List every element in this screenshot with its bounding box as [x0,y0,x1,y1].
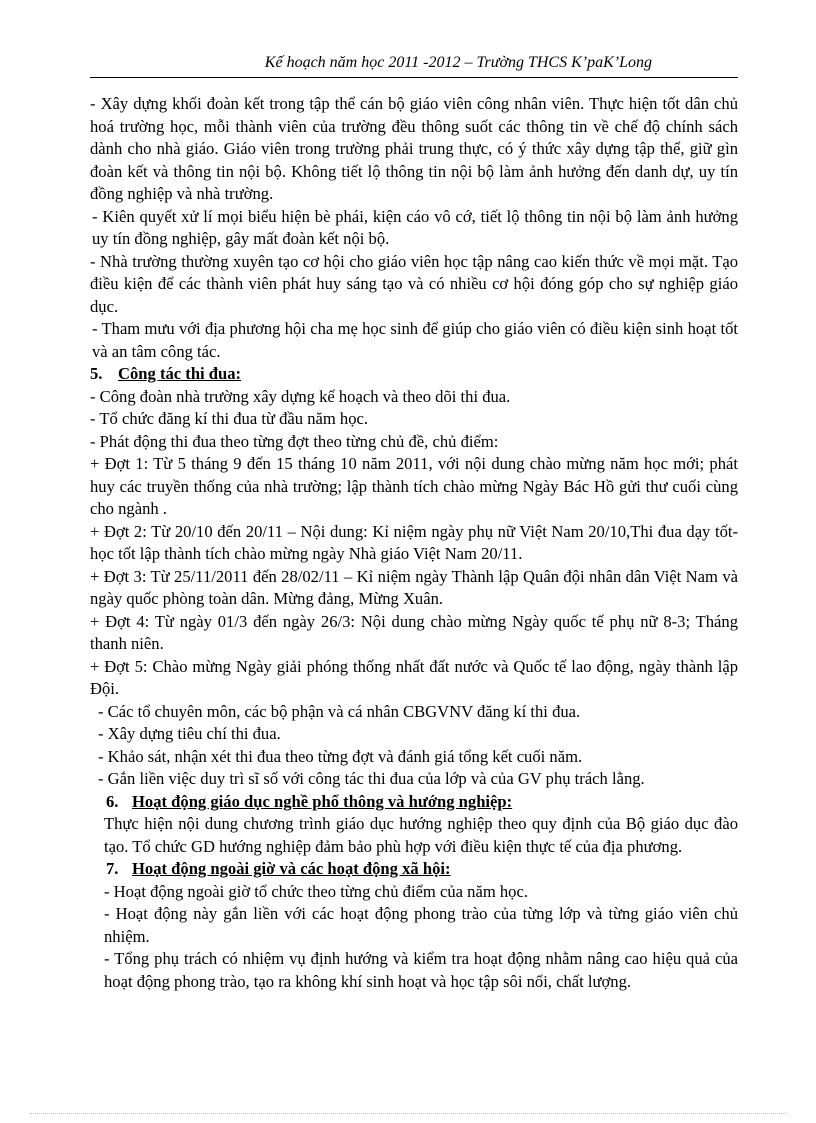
section-heading-6 [90,791,738,814]
list-item: - Xây dựng tiêu chí thi đua. [98,724,281,743]
section-heading-7 [90,858,738,881]
paragraph: Thực hiện nội dung chương trình giáo dục hướng nghiệp theo quy định của Bộ giáo dục đào tạo. Tổ chức GD hướng nghiệp đảm bảo phù hợp với điều kiện thực tế của địa phương. [104,814,738,856]
section-number: 6. [106,791,119,811]
list-item: + Đợt 5: Chào mừng Ngày giải phóng thống nhất đất nước và Quốc tế lao động, ngày thành lập Đội. [90,656,738,698]
list-item: + Đợt 3: Từ 25/11/2011 đến 28/02/11 – Kỉ niệm ngày Thành lập Quân đội nhân dân Việt Nam và ngày quốc phòng toàn dân. Mừng đảng, Mừng Xuân. [90,566,738,608]
section-heading-5 [90,363,738,386]
section-title: Hoạt động ngoài giờ và các hoạt động xã hội: [132,859,451,878]
list-item: - Hoạt động ngoài giờ tổ chức theo từng chủ điểm của năm học. [104,881,528,901]
paragraph: - Xây dựng khối đoàn kết trong tập thể cán bộ giáo viên công nhân viên. Thực hiện tốt dân chủ hoá trường học, mỗi thành viên của trường đều thông suốt các thông tin về chế độ chính sách dành cho nhà giáo. Giáo viên trong trường phải trung thực, có ý thức xây dựng tập thể, giữ gìn đoàn kết và thông tin nội bộ. Không tiết lộ thông tin nội bộ làm ảnh hưởng đến danh dự, uy tín đồng nghiệp và nhà trường. [90,94,738,203]
list-item: - Công đoàn nhà trường xây dựng kế hoạch và theo dõi thi đua. [90,386,511,406]
list-item: - Gắn liền việc duy trì sĩ số với công tác thi đua của lớp và của GV phụ trách lằng. [98,769,645,788]
list-item: + Đợt 2: Từ 20/10 đến 20/11 – Nội dung: Kỉ niệm ngày phụ nữ Việt Nam 20/10,Thi đua dạy tốt- học tốt lập thành tích chào mừng ngày Nhà giáo Việt Nam 20/11. [90,521,738,563]
list-item: + Đợt 1: Từ 5 tháng 9 đến 15 tháng 10 năm 2011, với nội dung chào mừng năm học mới; phát huy các truyền thống của nhà trường; lập thành tích chào mừng Ngày Bác Hồ gửi thư cuối cùng cho ngành . [90,454,738,518]
list-item: - Các tổ chuyên môn, các bộ phận và cá nhân CBGVNV đăng kí thi đua. [98,701,581,721]
paragraph: - Nhà trường thường xuyên tạo cơ hội cho giáo viên học tập nâng cao kiến thức về mọi mặt. Tạo điều kiện để các thành viên phát huy sáng tạo và có nhiều cơ hội đóng góp cho sự nghiệp giáo dục. [90,251,738,316]
list-item: - Khảo sát, nhận xét thi đua theo từng đợt và đánh giá tổng kết cuối năm. [98,746,583,766]
list-item: - Tổng phụ trách có nhiệm vụ định hướng và kiểm tra hoạt động nhằm nâng cao hiệu quả của hoạt động phong trào, tạo ra không khí sinh hoạt và học tập sôi nổi, chất lượng. [104,949,738,991]
paragraph: - Kiên quyết xử lí mọi biểu hiện bè phái, kiện cáo vô cớ, tiết lộ thông tin nội bộ làm ảnh hưởng uy tín đồng nghiệp, gây mất đoàn kết nội bộ. [92,206,738,248]
list-item: - Tổ chức đăng kí thi đua từ đầu năm học. [90,409,369,428]
section-title: Công tác thi đua: [118,364,242,383]
list-item: - Phát động thi đua theo từng đợt theo từng chủ đề, chủ điểm: [90,431,499,451]
page-bottom-rule [30,1113,786,1114]
section-6-body [90,813,738,858]
section-number: 7. [106,859,119,878]
document-body [90,93,738,993]
header-rule [90,77,738,78]
list-item: + Đợt 4: Từ ngày 01/3 đến ngày 26/3: Nội dung chào mừng Ngày quốc tế phụ nữ 8-3; Tháng thanh niên. [90,611,738,653]
page-header: Kế hoạch năm học 2011 -2012 – Trường THCS K’paK’Long [264,54,652,71]
list-item: - Hoạt động này gắn liền với các hoạt động phong trào của từng lớp và từng giáo viên chủ nhiệm. [104,904,738,946]
paragraph: - Tham mưu với địa phương hội cha mẹ học sinh để giúp cho giáo viên có điều kiện sinh hoạt tốt và an tâm công tác. [92,319,738,361]
section-7-body [90,881,738,994]
section-number: 5. [90,364,103,383]
section-title: Hoạt động giáo dục nghề phổ thông và hướng nghiệp: [132,791,513,811]
